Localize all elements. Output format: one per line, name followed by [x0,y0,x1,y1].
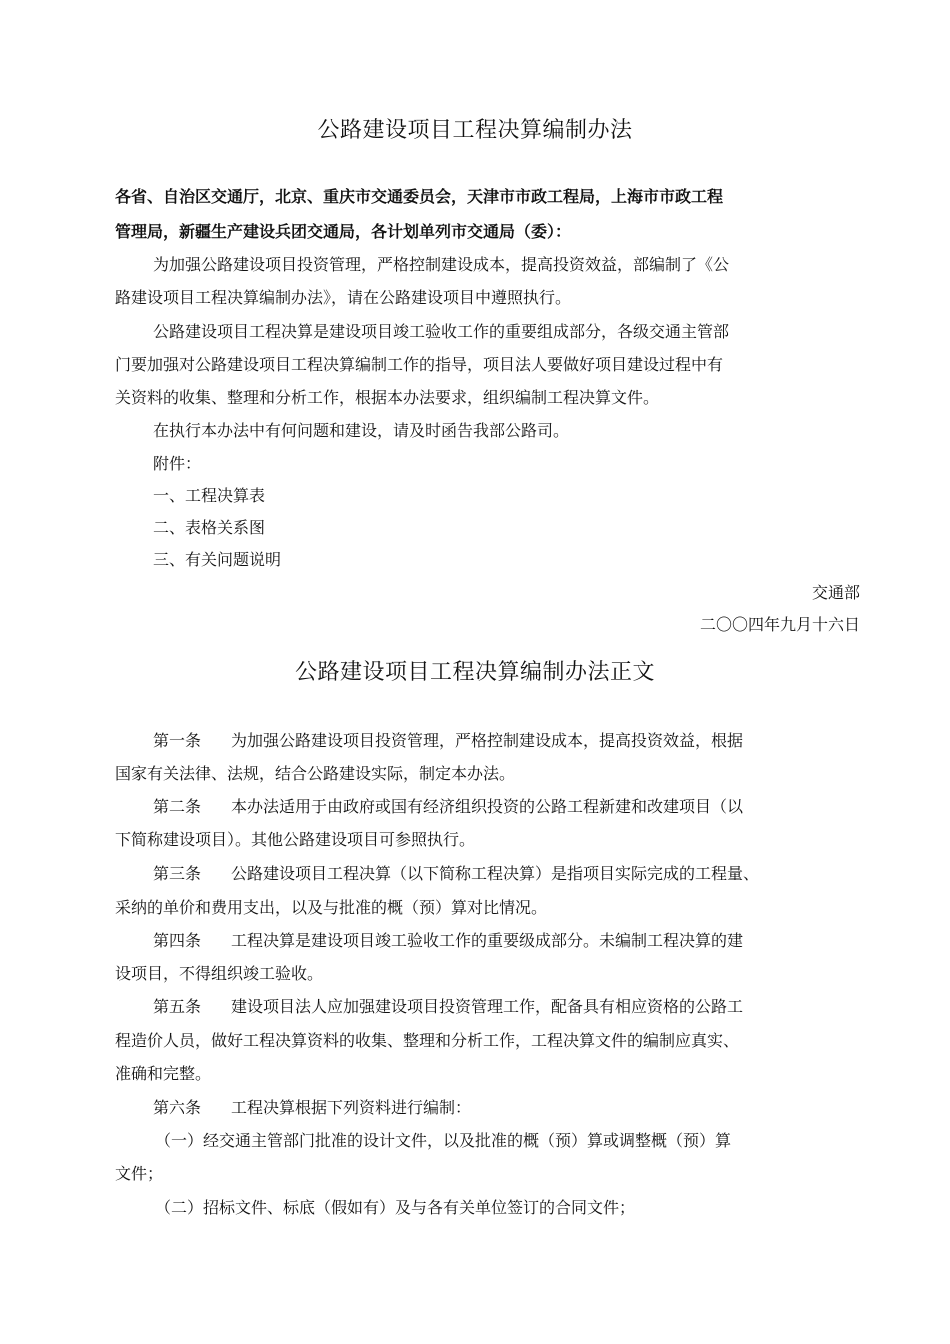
list-item-line: （一）经交通主管部门批准的设计文件，以及批准的概（预）算或调整概（预）算 [155,1131,732,1150]
article-line [153,997,860,1017]
article-line: 设项目，不得组织竣工验收。 [115,964,324,983]
article-text: 工程决算是建设项目竣工验收工作的重要级成部分。未编制工程决算的建 [231,931,744,950]
article-number: 第二条 [153,797,202,816]
addressee-line: 管理局，新疆生产建设兵团交通局，各计划单列市交通局（委）： [115,222,572,241]
article-text: 本办法适用于由政府或国有经济组织投资的公路工程新建和改建项目（以 [231,797,744,816]
signature-date: 二〇〇四年九月十六日 [699,615,860,634]
intro-paragraph-line: 关资料的收集、整理和分析工作，根据本办法要求，组织编制工程决算文件。 [115,388,660,407]
article-text: 建设项目法人应加强建设项目投资管理工作，配备具有相应资格的公路工 [231,997,744,1016]
article-line: 采纳的单价和费用支出，以及与批准的概（预）算对比情况。 [115,898,548,917]
article-line [153,931,860,951]
list-item-line: （二）招标文件、标底（假如有）及与各有关单位签订的合同文件； [155,1198,636,1217]
body-title: 公路建设项目工程决算编制办法正文 [294,660,655,685]
article-line [153,864,860,884]
intro-paragraph-line: 路建设项目工程决算编制办法》，请在公路建设项目中遵照执行。 [115,288,572,307]
article-number: 第六条 [153,1098,202,1117]
article-line [153,797,860,817]
addressee-line: 各省、自治区交通厅，北京、重庆市交通委员会，天津市市政工程局，上海市市政工程 [115,187,724,206]
article-line: 国家有关法律、法规，结合公路建设实际，制定本办法。 [115,764,516,783]
list-item-line: 文件； [115,1164,164,1183]
article-number: 第四条 [153,931,202,950]
article-line: 准确和完整。 [115,1064,212,1083]
attachment-item: 二、表格关系图 [153,518,266,537]
article-number: 第一条 [153,731,202,750]
article-line [153,1098,860,1118]
signature: 交通部 [811,583,860,602]
article-text: 工程决算根据下列资料进行编制： [231,1098,472,1117]
attachment-item: 三、有关问题说明 [153,550,282,569]
intro-paragraph-line: 为加强公路建设项目投资管理，严格控制建设成本，提高投资效益，部编制了《公 [153,255,730,274]
article-text: 公路建设项目工程决算（以下简称工程决算）是指项目实际完成的工程量、 [231,864,760,883]
intro-paragraph-line: 门要加强对公路建设项目工程决算编制工作的指导，项目法人要做好项目建设过程中有 [115,355,724,374]
article-line: 下简称建设项目）。其他公路建设项目可参照执行。 [115,830,476,849]
article-number: 第三条 [153,864,202,883]
article-line: 程造价人员，做好工程决算资料的收集、整理和分析工作，工程决算文件的编制应真实、 [115,1031,740,1050]
document-title: 公路建设项目工程决算编制办法 [317,118,633,143]
intro-paragraph-line: 在执行本办法中有何问题和建设，请及时函告我部公路司。 [153,421,570,440]
intro-paragraph-line: 公路建设项目工程决算是建设项目竣工验收工作的重要组成部分，各级交通主管部 [153,322,730,341]
article-text: 为加强公路建设项目投资管理，严格控制建设成本，提高投资效益，根据 [231,731,744,750]
article-line [153,731,860,751]
attachment-item: 一、工程决算表 [153,486,266,505]
article-number: 第五条 [153,997,202,1016]
attachments-label: 附件： [153,454,202,473]
